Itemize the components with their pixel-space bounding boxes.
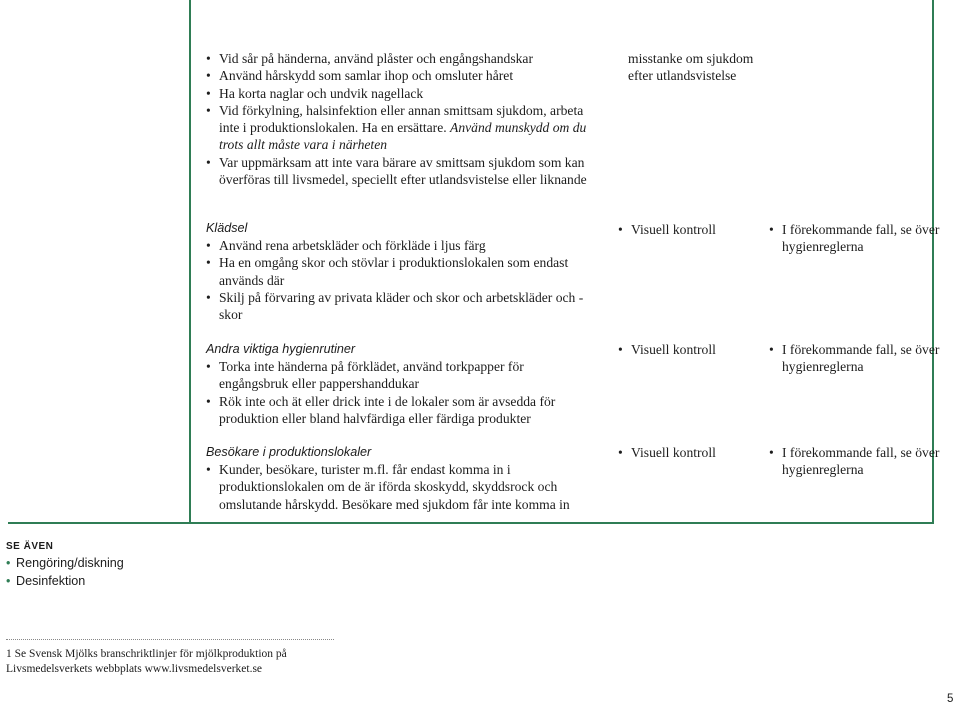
list-item: • Kunder, besökare, turister m.fl. får endast komma in i produktionslokalen om de är iförda skoskydd, skyddsrock och omslutande hårskydd. Besökare med sjukdom får inte komma in	[206, 461, 571, 513]
action-cell	[769, 444, 944, 479]
list-item: • Använd rena arbetskläder och förkläde i ljus färg	[206, 237, 586, 254]
check-label: • Visuell kontroll	[618, 444, 768, 461]
see-also-link[interactable]: • Desinfektion	[6, 572, 124, 590]
action-cell	[769, 221, 944, 256]
list-item	[206, 102, 591, 154]
page-number: 5	[947, 693, 954, 705]
section-heading: Klädsel	[206, 221, 248, 235]
check-cell	[618, 221, 768, 238]
andra-section	[206, 341, 591, 427]
check-label: • Visuell kontroll	[618, 221, 768, 238]
list-item: • Rök inte och ät eller drick inte i de lokaler som är avsedda för produktion eller bland halvfärdiga eller färdiga produkter	[206, 393, 591, 428]
check-cell	[618, 341, 768, 358]
list-item: • Ha en omgång skor och stövlar i produktionslokalen som endast används där	[206, 254, 586, 289]
footnote-divider	[6, 639, 334, 640]
see-also	[6, 540, 124, 590]
check-cell	[618, 444, 768, 461]
section-heading: Besökare i produktionslokaler	[206, 445, 372, 459]
table-bottom-border	[8, 522, 934, 524]
list-item: • Skilj på förvaring av privata kläder och skor och arbetskläder och -skor	[206, 289, 586, 324]
action-cell	[769, 341, 944, 376]
footnote: 1 Se Svensk Mjölks branschriktlinjer för mjölkproduktion på Livsmedelsverkets webbplats www.livsmedelsverket.se	[6, 648, 287, 675]
besokare-section	[206, 444, 571, 513]
list-item: • Var uppmärksam att inte vara bärare av smittsam sjukdom som kan överföras till livsmedel, speciellt efter utlandsvistelse eller liknande	[206, 154, 591, 189]
list-item: • Använd hårskydd som samlar ihop och omsluter håret	[206, 67, 591, 84]
list-item-text: Vid förkylning, halsinfektion eller annan smittsam sjukdom, arbeta inte i produktionslokalen. Ha en ersättare.	[219, 102, 584, 136]
list-item: • Vid sår på händerna, använd plåster och engångshandskar	[206, 50, 591, 67]
list-item-italic-note: Använd munskydd om du trots allt måste vara i närheten	[219, 120, 587, 153]
section-heading: Andra viktiga hygienrutiner	[206, 342, 356, 356]
table-left-border	[189, 0, 191, 524]
see-also-title: SE ÄVEN	[6, 541, 54, 552]
action-label: • I förekommande fall, se över hygienreglerna	[769, 341, 944, 376]
action-label: • I förekommande fall, se över hygienreglerna	[769, 444, 944, 479]
check-label: • Visuell kontroll	[618, 341, 768, 358]
hygiene-list	[206, 50, 591, 188]
check-note: misstanke om sjukdom efter utlandsvistelse	[628, 51, 754, 84]
action-label: • I förekommande fall, se över hygienreglerna	[769, 221, 944, 256]
list-item: • Ha korta naglar och undvik nagellack	[206, 85, 591, 102]
list-item: • Torka inte händerna på förklädet, använd torkpapper för engångsbruk eller pappershanddukar	[206, 358, 591, 393]
kladsel-section	[206, 220, 586, 323]
see-also-link[interactable]: • Rengöring/diskning	[6, 554, 124, 572]
